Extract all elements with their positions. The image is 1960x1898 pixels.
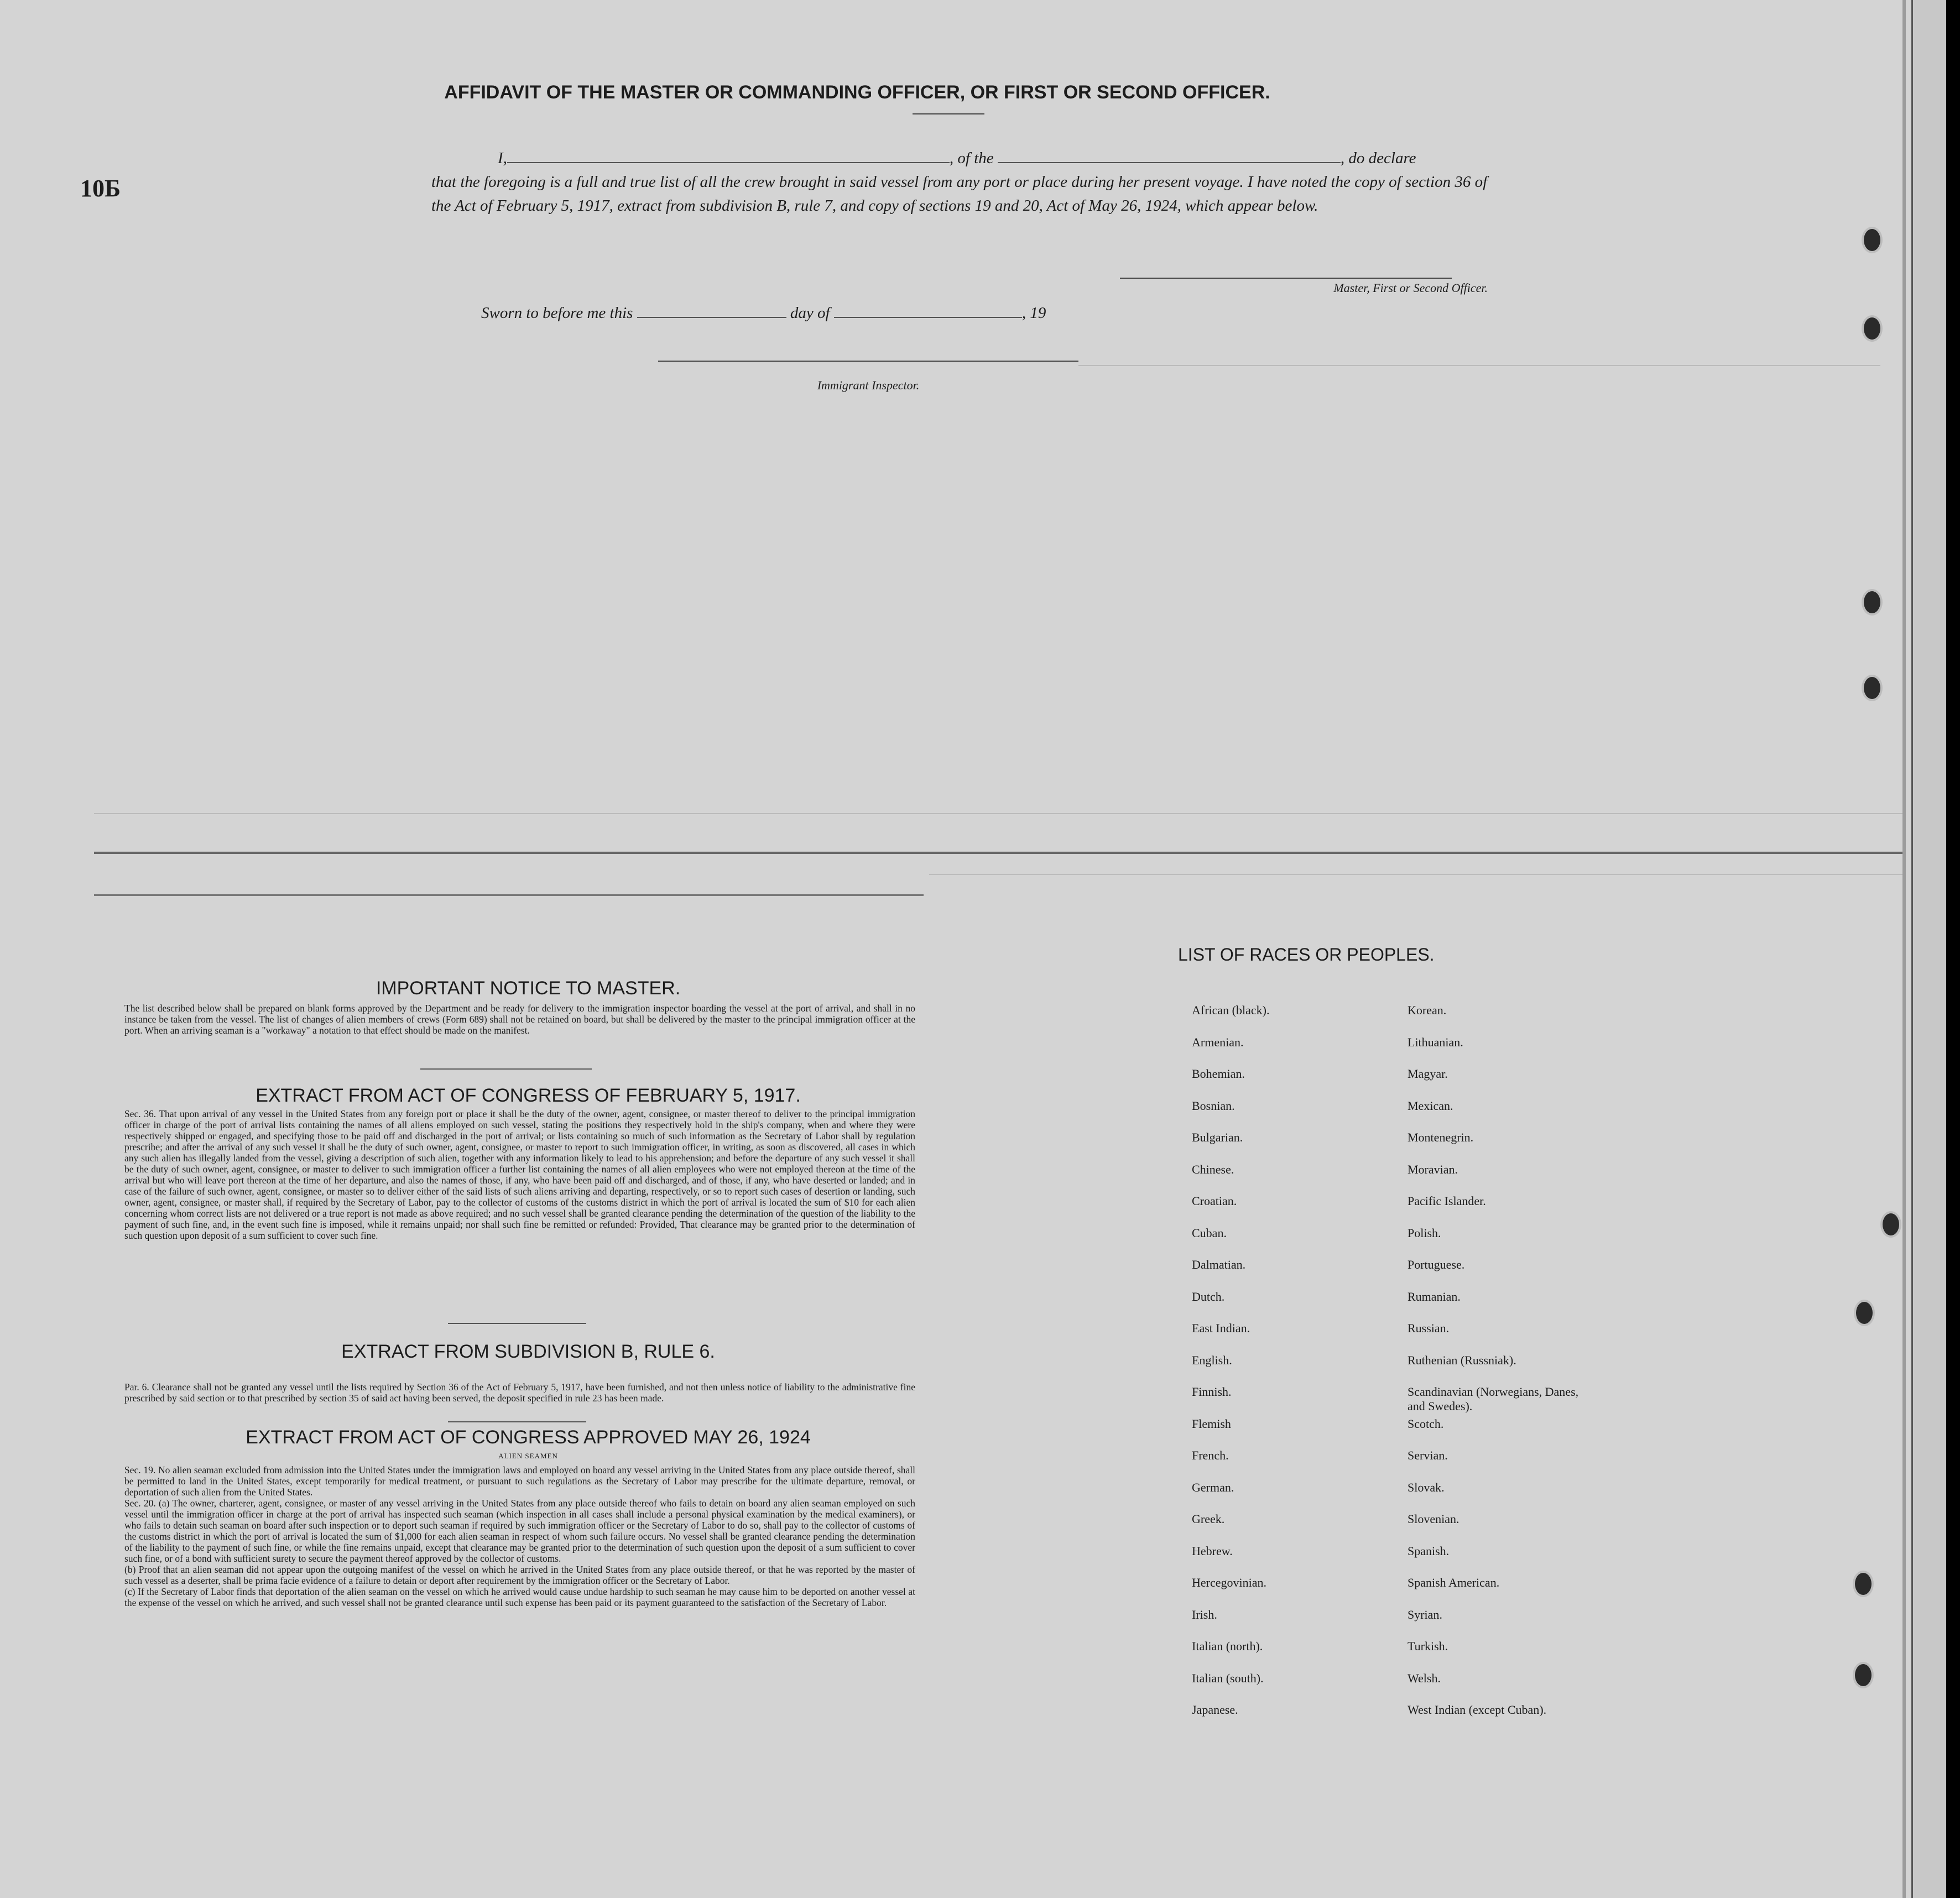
binder-hole-icon — [1862, 315, 1883, 342]
race-item: Slovak. — [1408, 1480, 1445, 1494]
race-item: Bosnian. — [1192, 1098, 1235, 1113]
race-item: Moravian. — [1408, 1162, 1458, 1176]
affidavit-do-declare: , do declare — [1340, 149, 1416, 167]
race-item: Lithuanian. — [1408, 1035, 1463, 1049]
race-item: West Indian (except Cuban). — [1408, 1703, 1547, 1717]
affidavit-of-the: , of the — [949, 149, 994, 167]
race-item: Japanese. — [1192, 1703, 1238, 1717]
race-item: Servian. — [1408, 1448, 1448, 1462]
section-20c: (c) If the Secretary of Labor finds that deportation of the alien seaman on the vessel on which he arrived would cause undue hardship to such seaman he may cause him to be deported on another vessel at the expense of the vessel on which he arrived, and such vessel shall not be granted clearance until such expense has been paid or its payment guaranteed to the satisfaction of the Secretary of Labor. — [124, 1586, 915, 1608]
margin-page-mark: 10Б — [80, 175, 121, 202]
extract-1917-body: Sec. 36. That upon arrival of any vessel in the United States from any foreign port or place it shall be the duty of the owner, agent, consignee, or master thereof to deliver to the principal immigration officer in charge of the port of arrival lists containing the names of all aliens employed on such vessel, stating the positions they respectively hold in the ship's company, when and where they were respectively shipped or engaged, and specifying those to be paid off and discharged in the port of arrival; or lists containing so much of such information as the Secretary of Labor shall by regulation prescribe; and after the arrival of any such vessel it shall be the duty of such owner, agent, consignee, or master to report to such immigration officer, in writing, as soon as discovered, all cases in which any such alien has illegally landed from the vessel, giving a description of such alien, together with any information likely to lead to his apprehension; and before the departure of any such vessel it shall be the duty of such owner, agent, consignee, or master to deliver to such immigration officer a further list containing the names of all alien employees who were not employed thereon at the time of the arrival but who will leave port thereon at the time of her departure, and also the names of those, if any, who have been paid off and discharged, and of those, if any, who have deserted or landed; and in case of the failure of such owner, agent, consignee, or master so to deliver either of the said lists of such aliens arriving and departing, respectively, or so to report such cases of desertion or landing, such owner, agent, consignee, or master shall, if required by the Secretary of Labor, pay to the collector of customs of the customs district in which the port of arrival is located the sum of $10 for each alien concerning whom correct lists are not delivered or a true report is not made as above required; and no such vessel shall be granted clearance pending the determination of the question of the liability to the payment of such fine, and, in the event such fine is imposed, while it remains unpaid; nor shall such fine be remitted or refunded: Provided, That clearance may be granted prior to the determination of such question upon deposit of a sum sufficient to cover such fine. — [124, 1108, 915, 1241]
day-blank — [637, 317, 786, 318]
races-column-1 — [1192, 1003, 1380, 1735]
race-item: Slovenian. — [1408, 1512, 1459, 1526]
race-item: Irish. — [1192, 1607, 1217, 1621]
race-item: Chinese. — [1192, 1162, 1234, 1176]
race-item: Rumanian. — [1408, 1289, 1461, 1303]
section-divider — [94, 894, 924, 896]
signature-line — [1120, 278, 1452, 279]
race-item: Korean. — [1408, 1003, 1447, 1017]
sworn-line — [481, 304, 1200, 322]
race-item: German. — [1192, 1480, 1234, 1494]
show-through-line — [929, 874, 1902, 875]
race-item: Hercegovinian. — [1192, 1576, 1266, 1589]
page-edge — [1902, 0, 1906, 1898]
race-item: Dalmatian. — [1192, 1258, 1246, 1271]
race-item: Italian (north). — [1192, 1639, 1263, 1653]
race-item: Croatian. — [1192, 1194, 1237, 1208]
section-20b: (b) Proof that an alien seaman did not appear upon the outgoing manifest of the vessel on which he arrived in the United States from any place outside thereof, or that he was reported by the master of such vessel as a deserter, shall be prima facie evidence of a failure to detain or deport after requirement by the immigration officer or the Secretary of Labor. — [124, 1564, 915, 1586]
show-through-line — [94, 813, 1902, 814]
show-through-line — [1078, 365, 1880, 366]
affidavit-body: that the foregoing is a full and true list of all the crew brought in said vessel from any port or place during her present voyage. I have noted the copy of section 36 of the Act of February 5, 1917, extract from subdivision B, rule 7, and copy of sections 19 and 20, Act of May 26, 1924, which appear below. — [431, 173, 1488, 215]
race-item: Russian. — [1408, 1321, 1450, 1335]
extract-rule-title: EXTRACT FROM SUBDIVISION B, RULE 6. — [341, 1341, 715, 1362]
race-item: African (black). — [1192, 1003, 1270, 1017]
race-item: Armenian. — [1192, 1035, 1244, 1049]
inspector-signature-line — [658, 361, 1078, 362]
race-item: Montenegrin. — [1408, 1130, 1474, 1144]
binder-hole-icon — [1853, 1662, 1874, 1688]
race-item: Magyar. — [1408, 1067, 1448, 1081]
races-column-2 — [1408, 1003, 1640, 1735]
race-item: Portuguese. — [1408, 1258, 1465, 1271]
signature-caption: Master, First or Second Officer. — [1333, 281, 1488, 295]
race-item: Scandinavian (Norwegians, Danes, and Swedes). — [1408, 1385, 1579, 1413]
affidavit-first-line — [431, 147, 1493, 170]
binder-hole-icon — [1862, 227, 1883, 253]
binder-hole-icon — [1880, 1211, 1901, 1238]
race-item: French. — [1192, 1448, 1229, 1462]
race-item: Welsh. — [1408, 1671, 1441, 1685]
race-item: Italian (south). — [1192, 1671, 1264, 1685]
notice-body: The list described below shall be prepared on blank forms approved by the Department and be ready for delivery to the immigration inspector boarding the vessel at the port of arrival, and shall in no instance be taken from the vessel. The list of changes of alien members of crews (Form 689) shall not be retained on board, but shall be delivered by the master to the principal immigration officer at the port. When an arriving seaman is a "workaway" a notation to that effect should be made on the manifest. — [124, 1003, 915, 1036]
affidavit-i: I, — [498, 149, 507, 167]
race-item: Syrian. — [1408, 1607, 1442, 1621]
race-item: Spanish American. — [1408, 1576, 1500, 1589]
race-item: Flemish — [1192, 1416, 1231, 1431]
section-divider — [94, 852, 1902, 854]
section-20a: Sec. 20. (a) The owner, charterer, agent, consignee, or master of any vessel arriving in the United States from any place outside thereof who fails to detain on board any alien seaman employed on such vessel until the immigration officer in charge at the port of arrival has inspected such seaman (which inspection in all cases shall include a personal physical examination by the medical examiners), or who fails to detain such seaman on board after such inspection or to deport such seaman if required by such immigration officer or the Secretary of Labor to do so, shall pay to the collector of customs of the customs district in which the port of arrival is located the sum of $1,000 for each alien seaman in respect of whom such failure occurs. No vessel shall be granted clearance pending the determination of the liability to the payment of such fine, or while the fine remains unpaid, except that clearance may be granted prior to the determination of such question upon the deposit of a sum sufficient to cover such fine, or of a bond with sufficient surety to secure the payment thereof approved by the collector of customs. — [124, 1498, 915, 1564]
race-item: Spanish. — [1408, 1544, 1450, 1558]
races-title: LIST OF RACES OR PEOPLES. — [1178, 945, 1435, 964]
affidavit-title: AFFIDAVIT OF THE MASTER OR COMMANDING OFFICER, OR FIRST OR SECOND OFFICER. — [444, 82, 1270, 103]
sworn-prefix: Sworn to before me this — [481, 304, 633, 322]
race-item: Ruthenian (Russniak). — [1408, 1353, 1516, 1367]
extract-1924-subtitle: ALIEN SEAMEN — [498, 1452, 558, 1460]
race-item: Bulgarian. — [1192, 1130, 1243, 1144]
race-item: Polish. — [1408, 1226, 1441, 1240]
binder-hole-icon — [1862, 675, 1883, 701]
binder-hole-icon — [1854, 1300, 1875, 1326]
race-item: Turkish. — [1408, 1639, 1448, 1653]
affidavit-text — [431, 147, 1493, 218]
page-edge — [1911, 0, 1946, 1898]
divider — [448, 1323, 586, 1324]
binder-hole-icon — [1853, 1571, 1874, 1597]
sworn-year: , 19 — [1021, 304, 1046, 322]
race-item: Finnish. — [1192, 1385, 1232, 1399]
binder-hole-icon — [1862, 589, 1883, 616]
race-item: Scotch. — [1408, 1416, 1444, 1431]
race-item: Greek. — [1192, 1512, 1225, 1526]
name-blank — [507, 162, 950, 163]
race-item: Dutch. — [1192, 1289, 1225, 1303]
extract-1917-title: EXTRACT FROM ACT OF CONGRESS OF FEBRUARY 5, 1917. — [256, 1085, 801, 1106]
race-item: English. — [1192, 1353, 1232, 1367]
race-item: Bohemian. — [1192, 1067, 1245, 1081]
extract-1924-title: EXTRACT FROM ACT OF CONGRESS APPROVED MAY 26, 1924 — [246, 1427, 811, 1448]
month-blank — [834, 317, 1022, 318]
race-item: Hebrew. — [1192, 1544, 1233, 1558]
section-19: Sec. 19. No alien seaman excluded from admission into the United States under the immigration laws and employed on board any vessel arriving in the United States from any place outside thereof, shall be permitted to land in the United States, except temporarily for medical treatment, or pursuant to such regulations as the Secretary of Labor may prescribe for the ultimate departure, removal, or deportation of such alien from the United States. — [124, 1464, 915, 1498]
divider — [420, 1068, 592, 1070]
extract-rule-body: Par. 6. Clearance shall not be granted any vessel until the lists required by Section 36 of the Act of February 5, 1917, have been furnished, and not then unless notice of liability to the administrative fine prescribed by said section or to that prescribed by section 35 of said act having been served, the deposit specified in rule 23 has been made. — [124, 1381, 915, 1404]
race-item: Cuban. — [1192, 1226, 1227, 1240]
notice-title: IMPORTANT NOTICE TO MASTER. — [376, 978, 681, 999]
race-item: East Indian. — [1192, 1321, 1250, 1335]
divider — [448, 1421, 586, 1422]
title-underline — [913, 113, 984, 114]
race-item: Mexican. — [1408, 1098, 1453, 1113]
vessel-blank — [998, 162, 1341, 163]
extract-1924-body — [124, 1464, 915, 1608]
race-item: Pacific Islander. — [1408, 1194, 1486, 1208]
inspector-caption: Immigrant Inspector. — [817, 378, 920, 392]
sworn-day-of: day of — [790, 304, 830, 322]
